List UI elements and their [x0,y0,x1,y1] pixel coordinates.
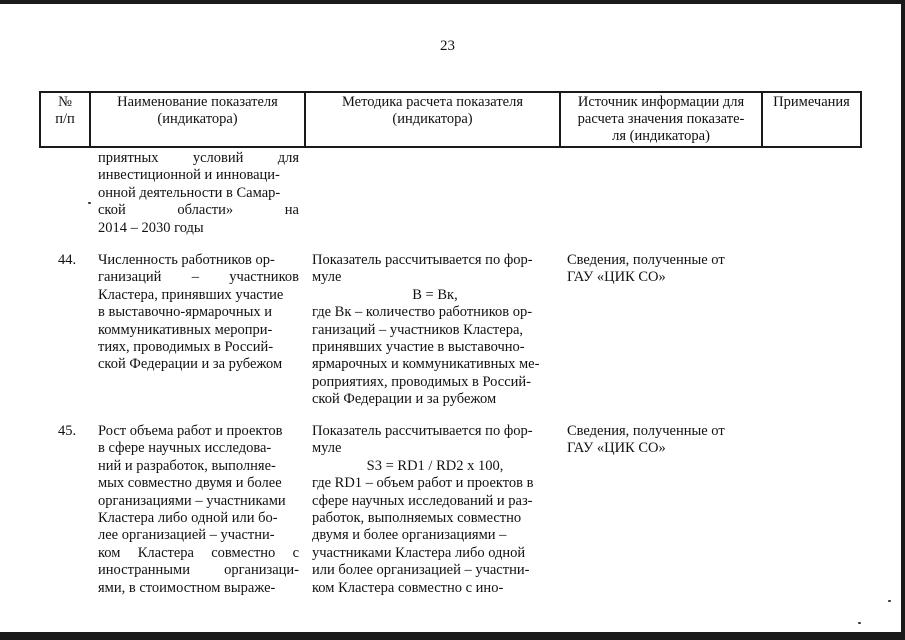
word: организаци- [224,562,299,579]
header-notes-label: Примечания [773,94,850,110]
header-source-label: ля (индикатора) [612,128,710,144]
text-line: муле [312,269,342,286]
word: для [277,150,299,166]
text-line: ний и разработок, выполняе- [98,457,276,474]
header-notes-cell [763,94,860,111]
header-number-cell [41,94,89,128]
continuation-name-cell [98,150,299,237]
text-line: Сведения, полученные от [567,423,725,439]
text-line: ярмарочных и коммуникативных ме- [312,356,540,373]
text-line: Показатель рассчитывается по фор- [312,423,533,439]
text-line: Численность работников ор- [98,252,275,268]
row-44-name-cell [98,252,299,374]
text-line: муле [312,440,342,457]
word: приятных [98,150,159,166]
text-line: Показатель рассчитывается по фор- [312,252,533,268]
text-line: лее организацией – участни- [98,527,275,544]
row-45-source-cell [567,423,751,458]
text-line: участниками Кластера либо одной [312,544,526,561]
header-divider [860,91,862,148]
word: области» [177,202,234,219]
header-source-label: Источник информации для [577,94,745,110]
text-line: роприятиях, проводимых в Россий- [312,373,531,390]
text-line: онной деятельности в Самар- [98,184,281,201]
header-name-label: (индикатора) [157,111,238,127]
scan-speck [88,202,91,204]
word: ком [98,544,121,561]
scan-top-border [0,0,905,4]
header-top-rule [39,91,862,93]
text-line: ГАУ «ЦИК СО» [567,440,666,457]
text-line [98,545,299,562]
text-line: Кластера либо одной или бо- [98,510,278,527]
text-line: ГАУ «ЦИК СО» [567,269,666,286]
word: участников [229,269,299,286]
word: – [191,269,199,286]
header-name-label: Наименование показателя [117,94,278,110]
text-line: двумя и более организациями – [312,527,507,544]
text-line [98,202,299,219]
text-line: работок, выполняемых совместно [312,510,522,527]
header-number-label: п/п [55,111,75,127]
word: на [284,202,299,219]
word: с [292,544,299,561]
row-45-name-cell [98,423,299,597]
header-method-cell [306,94,559,128]
header-name-cell [91,94,304,128]
scan-bottom-border [0,632,905,640]
text-line: сфере научных исследований и раз- [312,492,533,509]
text-line: коммуникативных меропри- [98,321,273,338]
word: ганизаций [98,269,162,286]
text-line: где Bк – количество работников ор- [312,304,533,321]
word: совместно [211,544,276,561]
text-line: ганизаций – участников Кластера, [312,321,524,338]
text-line: в выставочно-ярмарочных и [98,304,272,321]
text-line: ской Федерации и за рубежом [312,391,497,408]
formula: B = Bк, [412,286,458,303]
row-number: 45. [58,423,77,439]
text-line: принявших участие в выставочно- [312,339,525,356]
word: Кластера [137,544,194,561]
row-number: 44. [58,252,77,268]
text-line: или более организацией – участни- [312,562,530,579]
text-line: Сведения, полученные от [567,252,725,268]
page-number: 23 [440,38,455,54]
formula: S3 = RD1 / RD2 x 100, [366,457,504,474]
text-line: 2014 – 2030 годы [98,219,204,236]
text-line: ком Кластера совместно с ино- [312,579,504,596]
header-method-label: (индикатора) [392,111,473,127]
header-method-label: Методика расчета показателя [341,94,523,110]
text-line: ской Федерации и за рубежом [98,356,283,373]
text-line: в сфере научных исследова- [98,440,272,457]
header-source-cell [561,94,761,145]
text-line: где RD1 – объем работ и проектов в [312,475,534,492]
text-line: ями, в стоимостном выраже- [98,579,276,596]
text-line: тиях, проводимых в Россий- [98,339,274,356]
scan-speck [858,622,861,624]
word: иностранными [98,562,190,579]
text-line: Рост объема работ и проектов [98,423,283,439]
text-line [98,150,299,167]
scan-right-border [901,0,905,640]
word: ской [98,202,126,219]
word: условий [192,150,244,166]
text-line [98,562,299,579]
row-44-source-cell [567,252,751,287]
header-bottom-rule [39,146,862,148]
row-45-method-cell [312,423,558,597]
text-line: Кластера, принявших участие [98,286,284,303]
text-line [98,269,299,286]
text-line: мых совместно двумя и более [98,475,282,492]
header-source-label: расчета значения показате- [577,111,745,127]
scan-speck [888,600,891,602]
text-line: организациями – участниками [98,492,286,509]
row-44-method-cell [312,252,558,409]
header-number-label: № [58,94,72,110]
text-line: инвестиционной и инноваци- [98,167,280,184]
table-header [39,91,862,148]
